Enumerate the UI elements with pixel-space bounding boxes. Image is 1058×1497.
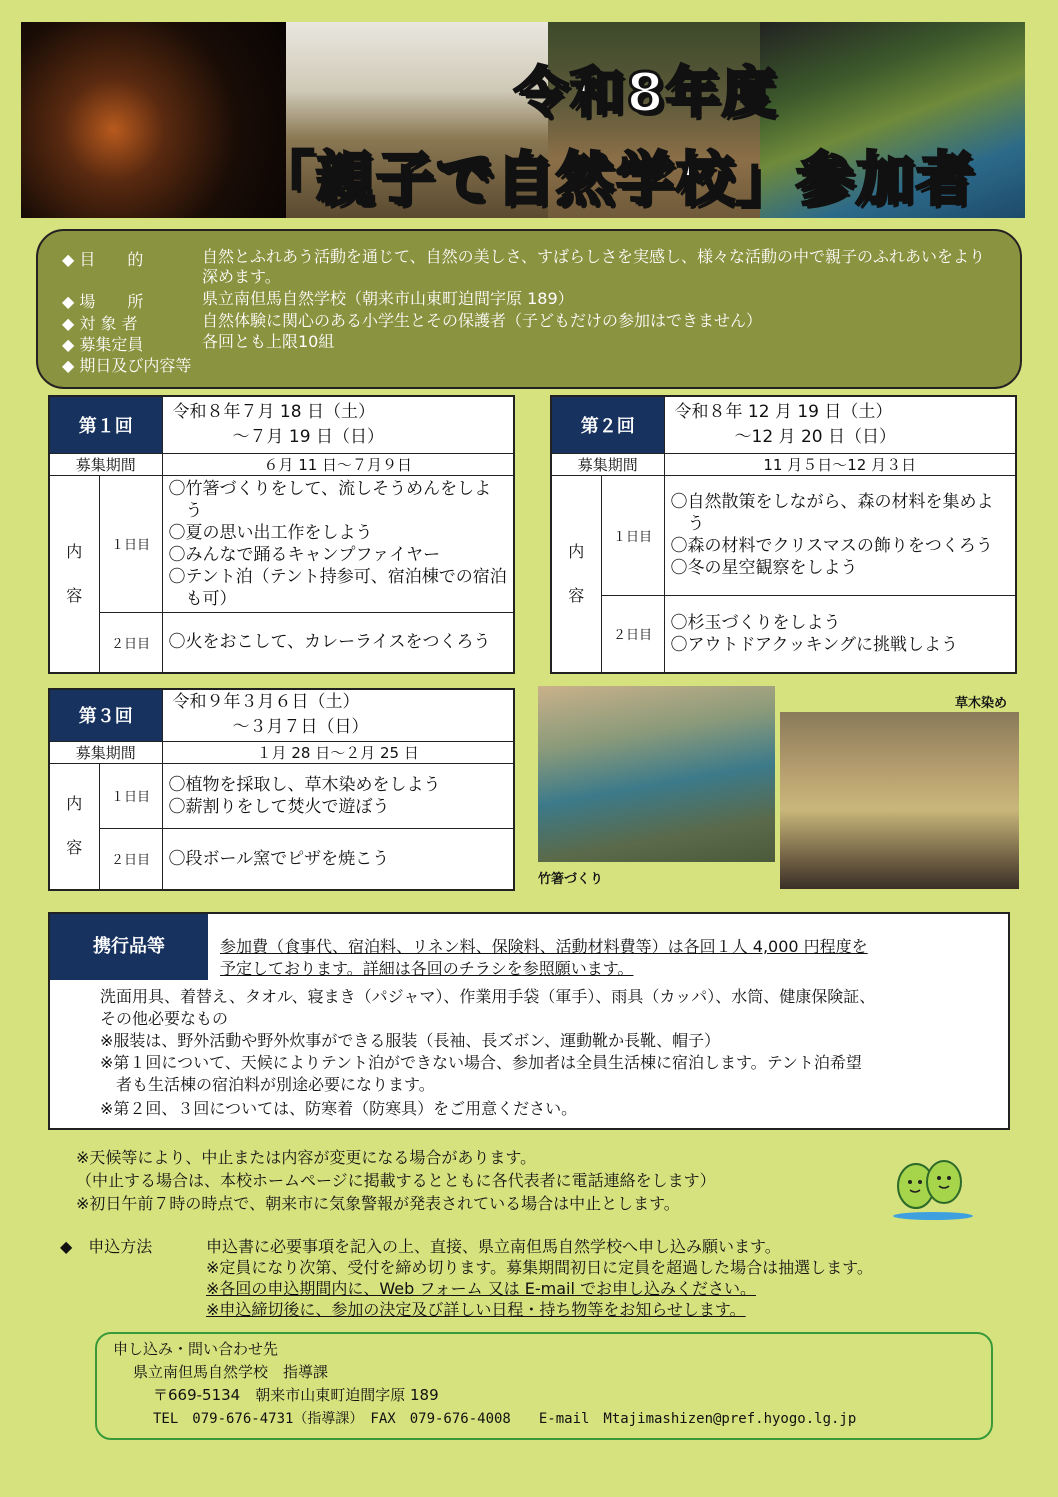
apply-line: ※定員になり次第、受付を締め切ります。募集期間初日に定員を超過した場合は抽選します。	[206, 1258, 873, 1277]
caption-dyeing: 草木染め	[955, 696, 1008, 711]
day1-label: １日目	[99, 475, 162, 612]
period-label: 募集期間	[49, 741, 162, 763]
apply-label: ◆ 申込方法	[60, 1237, 153, 1256]
day1-activities: 〇竹箸づくりをして、流しそうめんをしよう 〇夏の思い出工作をしよう 〇みんなで踊るキャンプファイヤー 〇テント泊（テント持参可、宿泊棟での宿泊も可）	[162, 475, 514, 612]
info-value: 各回とも上限10組	[202, 332, 335, 351]
contact-tel: TEL 079-676-4731（指導課） FAX 079-676-4008 E-mail Mtajimashizen@pref.hyogo.lg.jp	[153, 1411, 857, 1427]
carry-line: その他必要なもの	[100, 1009, 229, 1028]
day2-activities: 〇杉玉づくりをしよう 〇アウトドアクッキングに挑戦しよう	[664, 595, 1016, 673]
contact-title: 申し込み・問い合わせ先	[113, 1340, 279, 1358]
period-value: １月 28 日～２月 25 日	[162, 741, 514, 763]
header-photo-campfire	[21, 22, 286, 218]
apply-line: ※各回の申込期間内に、Web フォーム 又は E-mail でお申し込みください。	[206, 1279, 756, 1298]
overview-box	[36, 229, 1022, 389]
contact-box	[95, 1332, 993, 1440]
content-label: 内 容	[49, 475, 99, 673]
info-key: ◆ 対 象 者	[62, 314, 138, 333]
day1-activities: 〇自然散策をしながら、森の材料を集めよう 〇森の材料でクリスマスの飾りをつくろう 〇冬の星空観察をしよう	[664, 475, 1016, 595]
caption-chopsticks: 竹箸づくり	[538, 872, 604, 887]
day1-label: １日目	[99, 763, 162, 828]
info-key: ◆ 募集定員	[62, 335, 144, 354]
period-label: 募集期間	[551, 453, 664, 475]
session-label: 第１回	[49, 396, 162, 453]
carry-line: ※第１回について、天候によりテント泊ができない場合、参加者は全員生活棟に宿泊します。テント泊希望	[100, 1053, 862, 1072]
session-1-table	[48, 395, 515, 674]
info-key: ◆ 場 所	[62, 292, 144, 311]
session-date: 令和９年３月６日（土） ～３月７日（日）	[162, 689, 514, 741]
note-line: ※初日午前７時の時点で、朝来市に気象警報が発表されている場合は中止とします。	[76, 1194, 680, 1213]
period-value: ６月 11 日～７月９日	[162, 453, 514, 475]
info-value: 県立南但馬自然学校（朝来市山東町迫間字原 189）	[202, 289, 574, 308]
carry-line: ※服装は、野外活動や野外炊事ができる服装（長袖、長ズボン、運動靴か長靴、帽子）	[100, 1031, 721, 1050]
carry-items-box	[48, 912, 1010, 1130]
fee-line-1: 参加費（食事代、宿泊料、リネン料、保険料、活動材料費等）は各回１人 4,000 円程度を	[220, 937, 868, 956]
carry-line: ※第２回、３回については、防寒着（防寒具）をご用意ください。	[100, 1099, 578, 1118]
fee-line-2: 予定しております。詳細は各回のチラシを参照願います。	[220, 959, 634, 978]
day2-activities: 〇段ボール窯でピザを焼こう	[162, 828, 514, 890]
title-line-1: 令和8年度	[514, 61, 778, 124]
contact-org: 県立南但馬自然学校 指導課	[133, 1363, 329, 1381]
page-title	[256, 50, 1006, 220]
photo-dyeing	[780, 712, 1019, 889]
session-3-table	[48, 688, 515, 891]
day1-label: １日目	[601, 475, 664, 595]
content-label: 内 容	[49, 763, 99, 890]
day2-label: ２日目	[99, 828, 162, 890]
session-label: 第３回	[49, 689, 162, 741]
note-line: ※天候等により、中止または内容が変更になる場合があります。	[76, 1148, 537, 1167]
session-2-table	[550, 395, 1017, 674]
info-key: ◆ 期日及び内容等	[62, 356, 192, 375]
period-label: 募集期間	[49, 453, 162, 475]
day2-label: ２日目	[99, 612, 162, 673]
session-label: 第２回	[551, 396, 664, 453]
photo-chopsticks	[538, 686, 775, 862]
info-value: 自然体験に関心のある小学生とその保護者（子どもだけの参加はできません）	[202, 311, 763, 330]
leaf-mascot-icon	[888, 1156, 978, 1222]
period-value: 11 月５日～12 月３日	[664, 453, 1016, 475]
carry-line: 者も生活棟の宿泊料が別途必要になります。	[100, 1075, 435, 1094]
day2-activities: 〇火をおこして、カレーライスをつくろう	[162, 612, 514, 673]
session-date: 令和８年７月 18 日（土） ～７月 19 日（日）	[162, 396, 514, 453]
info-key: ◆ 目 的	[62, 250, 144, 269]
apply-line: ※申込締切後に、参加の決定及び詳しい日程・持ち物等をお知らせします。	[206, 1300, 746, 1319]
carry-items-label: 携行品等	[50, 914, 208, 980]
apply-line: 申込書に必要事項を記入の上、直接、県立南但馬自然学校へ申し込み願います。	[206, 1237, 781, 1256]
note-line: （中止する場合は、本校ホームページに掲載するとともに各代表者に電話連絡をします）	[76, 1171, 716, 1190]
notes	[76, 1146, 716, 1215]
contact-address: 〒669-5134 朝来市山東町迫間字原 189	[153, 1386, 439, 1404]
info-value: 自然とふれあう活動を通じて、自然の美しさ、すばらしさを実感し、様々な活動の中で親子のふれあいをより深めます。	[202, 247, 986, 286]
title-line-2: 「親子で自然学校」参加者	[256, 145, 977, 213]
content-label: 内 容	[551, 475, 601, 673]
carry-line: 洗面用具、着替え、タオル、寝まき（パジャマ）、作業用手袋（軍手）、雨具（カッパ）、水筒、健康保険証、	[100, 987, 876, 1006]
day2-label: ２日目	[601, 595, 664, 673]
session-date: 令和８年 12 月 19 日（土） ～12 月 20 日（日）	[664, 396, 1016, 453]
day1-activities: 〇植物を採取し、草木染めをしよう 〇薪割りをして焚火で遊ぼう	[162, 763, 514, 828]
